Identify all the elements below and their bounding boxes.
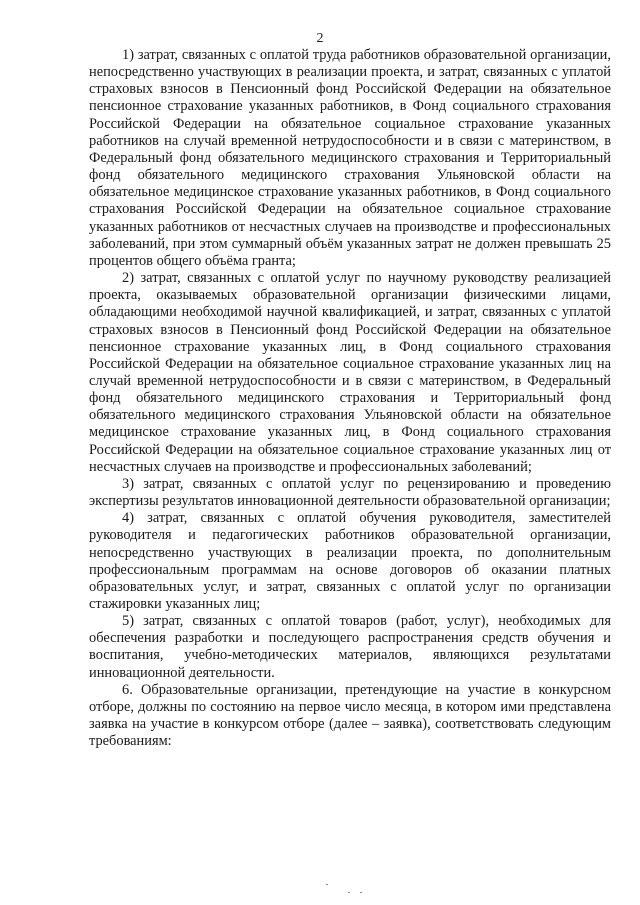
page-number: 2 xyxy=(316,31,324,46)
scan-specks xyxy=(320,880,380,900)
list-item-3: 3) затрат, связанных с оплатой услуг по рецензированию и проведению экспертизы результатов инновационной деятельности образовательной организации; xyxy=(89,475,611,510)
section-6-paragraph: 6. Образовательные организации, претендующие на участие в конкурсном отборе, должны по состоянию на первое число месяца, в котором ими представлена заявка на участие в конкурсом отборе (далее – заявка), соответствовать следующим требованиям: xyxy=(89,681,611,750)
list-item-5: 5) затрат, связанных с оплатой товаров (работ, услуг), необходимых для обеспечения разработки и последующего распространения средств обучения и воспитания, учебно-методических материалов, являющихся результатами инновационной деятельности. xyxy=(89,613,611,681)
list-item-2: 2) затрат, связанных с оплатой услуг по научному руководству реализацией проекта, оказываемых образовательной организации физическими лицами, обладающими необходимой научной квалификацией, и затрат, связанных с уплатой страховых взносов в Пенсионный фонд Российской Федерации на обязательное пенсионное страхование указанных лиц, в Фонд социального страхования Российской Федерации на обязательное социальное страхование указанных лиц на случай временной нетрудоспособности и в связи с материнством, в Федеральный фонд обязательного медицинского страхования и Территориальный фонд обязательного медицинского страхования Ульяновской области на обязательное медицинское страхование указанных лиц, в Фонд социального страхования Российской Федерации на обязательное социальное страхование указанных лиц от несчастных случаев на производстве и профессиональных заболеваний; xyxy=(89,270,611,475)
list-item-1: 1) затрат, связанных с оплатой труда работников образовательной организации, непосредственно участвующих в реализации проекта, и затрат, связанных с уплатой страховых взносов в Пенсионный фонд Российской Федерации на обязательное пенсионное страхование указанных работников, в Фонд социального страхования Российской Федерации на обязательное социальное страхование указанных работников на случай временной нетрудоспособности и в связи с материнством, в Федеральный фонд обязательного медицинского страхования и Территориальный фонд обязательного медицинского страхования Ульяновской области на обязательное медицинское страхование указанных работников, в Фонд социального страхования Российской Федерации на обязательное социальное страхование указанных работников от несчастных случаев на производстве и профессиональных заболеваний, при этом суммарный объём указанных затрат не должен превышать 25 процентов общего объёма гранта; xyxy=(89,47,611,269)
list-item-4: 4) затрат, связанных с оплатой обучения руководителя, заместителей руководителя и педагогических работников образовательной организации, непосредственно участвующих в реализации проекта, по дополнительным профессиональным программам на основе договоров об оказании платных образовательных услуг, и затрат, связанных с оплатой услуг по организации стажировки указанных лиц; xyxy=(89,510,611,612)
document-body xyxy=(89,47,611,750)
